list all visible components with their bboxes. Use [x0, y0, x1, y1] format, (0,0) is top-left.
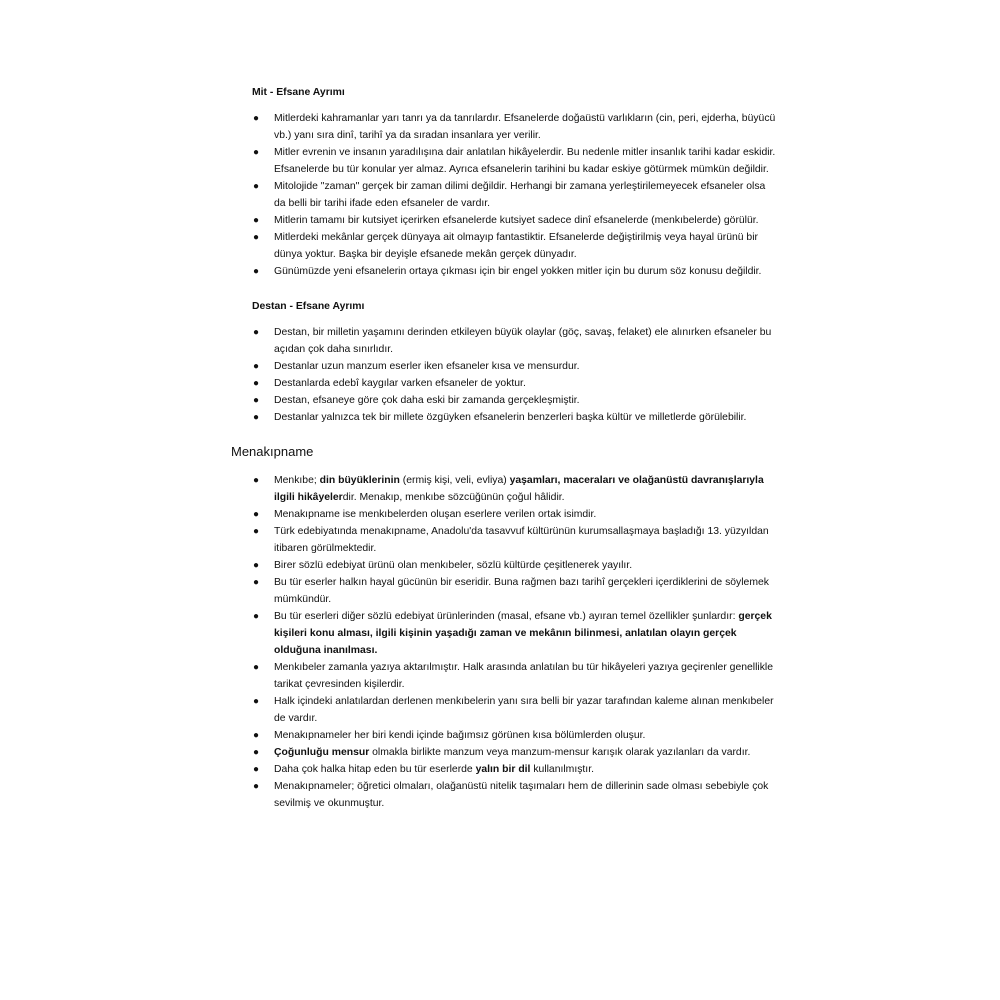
bullet-icon: ●: [253, 395, 260, 406]
list-item: [231, 727, 776, 744]
bullet-icon: ●: [253, 696, 260, 707]
list-item-text: [274, 662, 773, 690]
section-title-mit-efsane: Mit - Efsane Ayrımı: [252, 87, 345, 98]
list-item-text: [274, 526, 769, 554]
bullet-icon: ●: [253, 147, 260, 158]
list-item: ● Destanlar uzun manzum eserler iken efsaneler kısa ve mensurdur.: [231, 358, 776, 375]
bullet-list-menakipname: [231, 472, 776, 812]
list-item: [231, 472, 776, 506]
text-run: Menkıbe;: [274, 475, 320, 486]
text-run: Türk edebiyatında menakıpname, Anadolu'da tasavvuf kültürünün kurumsallaşmaya başladığı 13. yüzyıldan itibaren görülmektedir.: [274, 526, 769, 554]
bullet-icon: ●: [253, 361, 260, 372]
list-item: [231, 608, 776, 659]
list-item: ● Destan, efsaneye göre çok daha eski bir zamanda gerçekleşmiştir.: [231, 392, 776, 409]
bullet-icon: ●: [253, 730, 260, 741]
bullet-list-destan-efsane: [231, 324, 776, 426]
text-run: (ermiş kişi, veli, evliya): [399, 475, 510, 486]
bullet-icon: ●: [253, 577, 260, 588]
bullet-icon: ●: [253, 181, 260, 192]
list-item-text: [274, 764, 594, 775]
bullet-icon: ●: [253, 526, 260, 537]
list-item: [231, 778, 776, 812]
text-run: Menakıpnameler her biri kendi içinde bağımsız görünen kısa bölümlerden oluşur.: [274, 730, 646, 741]
list-item: ● Destanlarda edebî kaygılar varken efsaneler de yoktur.: [231, 375, 776, 392]
bullet-icon: ●: [253, 611, 260, 622]
document-content: [231, 84, 776, 812]
text-run: Bu tür eserleri diğer sözlü edebiyat ürünlerinden (masal, efsane vb.) ayıran temel özellikler şunlardır:: [274, 611, 739, 622]
bold-text: yalın bir dil: [475, 764, 531, 775]
bullet-icon: ●: [253, 560, 260, 571]
list-item: ● Mitler evrenin ve insanın yaradılışına dair anlatılan hikâyelerdir. Bu nedenle mitler insanlık tarihi kadar eskidir. Efsanelerde bu tür konular yer almaz. Ayrıca efsanelerin tarihini bu kadar eskiye götürmek mümkün değildir.: [231, 144, 776, 178]
bullet-icon: ●: [253, 378, 260, 389]
bold-text: gerçek kişileri konu alması, ilgili kişinin yaşadığı zaman ve mekânın bilinmesi, anlatılan olayın gerçek olduğuna inanılması.: [274, 611, 772, 656]
list-item-text: [274, 577, 769, 605]
text-run: Menkıbeler zamanla yazıya aktarılmıştır. Halk arasında anlatılan bu tür hikâyeleri yazıya geçirenler genellikle tarikat çevresinden kişilerdir.: [274, 662, 773, 690]
bold-text: yaşamları, maceraları ve olağanüstü davranışlarıyla ilgili hikâyeler: [274, 475, 764, 503]
list-item: ● Destan, bir milletin yaşamını derinden etkileyen büyük olaylar (göç, savaş, felaket) ele alınırken efsaneler bu açıdan çok daha sınırlıdır.: [231, 324, 776, 358]
list-item-text: [274, 560, 632, 571]
bullet-list-mit-efsane: [231, 110, 776, 280]
bullet-icon: ●: [253, 113, 260, 124]
bullet-icon: ●: [253, 662, 260, 673]
list-item: [231, 744, 776, 761]
bullet-icon: ●: [253, 266, 260, 277]
list-item: [231, 506, 776, 523]
bullet-icon: ●: [253, 475, 260, 486]
list-item-text: [274, 747, 750, 758]
text-run: olmakla birlikte manzum veya manzum-mensur karışık olarak yazılanları da vardır.: [369, 747, 751, 758]
list-item-text: [274, 509, 596, 520]
bullet-icon: ●: [253, 747, 260, 758]
list-item: [231, 557, 776, 574]
bold-text: Çoğunluğu mensur: [274, 747, 370, 758]
list-item: [231, 523, 776, 557]
bullet-icon: ●: [253, 781, 260, 792]
text-run: Halk içindeki anlatılardan derlenen menkıbelerin yanı sıra belli bir yazar tarafından kaleme alınan menkıbeler de vardır.: [274, 696, 774, 724]
list-item-text: [274, 475, 764, 503]
list-item-text: [274, 611, 772, 656]
list-item-text: [274, 781, 768, 809]
text-run: Menakıpnameler; öğretici olmaları, olağanüstü nitelik taşımaları hem de dillerinin sade olması sebebiyle çok sevilmiş ve okunmuştur.: [274, 781, 769, 809]
list-item: ● Mitlerin tamamı bir kutsiyet içerirken efsanelerde kutsiyet sadece dinî efsanelerde (menkıbelerde) görülür.: [231, 212, 776, 229]
bullet-icon: ●: [253, 509, 260, 520]
list-item-text: [274, 696, 774, 724]
list-item: ● Mitlerdeki mekânlar gerçek dünyaya ait olmayıp fantastiktir. Efsanelerde değiştirilmiş veya hayal ürünü bir dünya yoktur. Başka bir deyişle efsanede mekân gerçek dünyadır.: [231, 229, 776, 263]
text-run: Bu tür eserler halkın hayal gücünün bir eseridir. Buna rağmen bazı tarihî gerçekleri içerdiklerini de söylemek mümkündür.: [274, 577, 769, 605]
text-run: dir. Menakıp, menkıbe sözcüğünün çoğul hâlidir.: [342, 492, 565, 503]
list-item: [231, 693, 776, 727]
list-item: [231, 761, 776, 778]
text-run: Daha çok halka hitap eden bu tür eserlerde: [274, 764, 476, 775]
list-item: [231, 659, 776, 693]
section-title-destan-efsane: Destan - Efsane Ayrımı: [252, 301, 365, 312]
list-item: ● Günümüzde yeni efsanelerin ortaya çıkması için bir engel yokken mitler için bu durum söz konusu değildir.: [231, 263, 776, 280]
list-item: ● Destanlar yalnızca tek bir millete özgüyken efsanelerin benzerleri başka kültür ve milletlerde görülebilir.: [231, 409, 776, 426]
list-item-text: [274, 730, 645, 741]
text-run: Menakıpname ise menkıbelerden oluşan eserlere verilen ortak isimdir.: [274, 509, 597, 520]
section-heading-menakipname: Menakıpname: [231, 444, 314, 459]
list-item: [231, 574, 776, 608]
bullet-icon: ●: [253, 412, 260, 423]
bullet-icon: ●: [253, 764, 260, 775]
text-run: kullanılmıştır.: [530, 764, 594, 775]
bold-text: din büyüklerinin: [319, 475, 400, 486]
bullet-icon: ●: [253, 215, 260, 226]
bullet-icon: ●: [253, 327, 260, 338]
bullet-icon: ●: [253, 232, 260, 243]
list-item: ● Mitlerdeki kahramanlar yarı tanrı ya da tanrılardır. Efsanelerde doğaüstü varlıkların (cin, peri, ejderha, büyücü vb.) yanı sıra dinî, tarihî ya da sıradan insanlara yer verilir.: [231, 110, 776, 144]
list-item: ● Mitolojide "zaman" gerçek bir zaman dilimi değildir. Herhangi bir zamana yerleştirilemeyecek efsaneler olsa da belli bir tarihi ifade eden efsaneler de vardır.: [231, 178, 776, 212]
text-run: Birer sözlü edebiyat ürünü olan menkıbeler, sözlü kültürde çeşitlenerek yayılır.: [274, 560, 633, 571]
